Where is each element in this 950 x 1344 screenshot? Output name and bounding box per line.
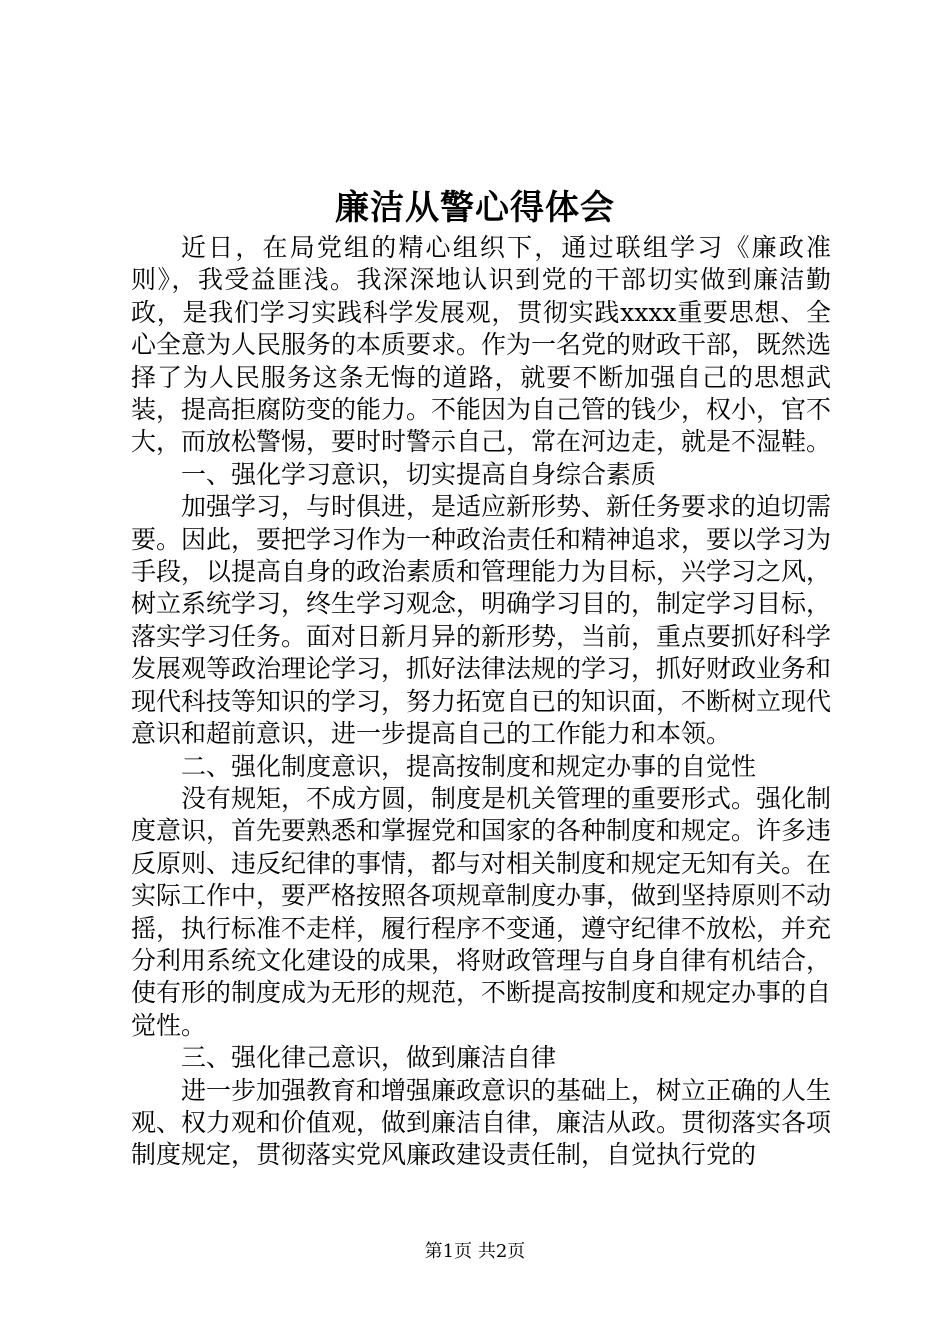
paragraph-section-2: 没有规矩，不成方圆，制度是机关管理的重要形式。强化制度意识，首先要熟悉和掌握党和国家的各种制度和规定。许多违反原则、违反纪律的事情，都与对相关制度和规定无知有关。在实际工作中，要严格按照各项规章制度办事，做到坚持原则不动摇，执行标准不走样，履行程序不变通，遵守纪律不放松，并充分利用系统文化建设的成果，将财政管理与自身自律有机结合，使有形的制度成为无形的规范，不断提高按制度和规定办事的自觉性。 [131,783,832,1040]
document-title: 廉洁从警心得体会 [335,188,615,228]
paragraph-intro: 近日，在局党组的精心组织下，通过联组学习《廉政准则》，我受益匪浅。我深深地认识到党的干部切实做到廉洁勤政，是我们学习实践科学发展观，贯彻实践xxxx重要思想、全心全意为人民服务的本质要求。作为一名党的财政干部，既然选择了为人民服务这条无悔的道路，就要不断加强自己的思想武装，提高拒腐防变的能力。不能因为自己管的钱少，权小，官不大，而放松警惕，要时时警示自己，常在河边走，就是不湿鞋。 [131,233,832,457]
document-body [131,232,831,1172]
section-heading-3: 三、强化律己意识，做到廉洁自律 [181,1043,557,1073]
paragraph-section-1: 加强学习，与时俱进，是适应新形势、新任务要求的迫切需要。因此，要把学习作为一种政治责任和精神追求，要以学习为手段，以提高自身的政治素质和管理能力为目标，兴学习之风，树立系统学习，终生学习观念，明确学习目的，制定学习目标，落实学习任务。面对日新月异的新形势，当前，重点要抓好科学发展观等政治理论学习，抓好法律法规的学习，抓好财政业务和现代科技等知识的学习，努力拓宽自已的知识面，不断树立现代意识和超前意识，进一步提高自己的工作能力和本领。 [131,492,832,749]
section-heading-2: 二、强化制度意识，提高按制度和规定办事的自觉性 [181,751,757,781]
page-number-footer: 第1页 共2页 [424,1241,526,1262]
paragraph-section-3: 进一步加强教育和增强廉政意识的基础上，树立正确的人生观、权力观和价值观，做到廉洁自律，廉洁从政。贯彻落实各项制度规定，贯彻落实党风廉政建设责任制，自觉执行党的 [131,1075,832,1170]
section-heading-1: 一、强化学习意识，切实提高自身综合素质 [181,459,657,489]
